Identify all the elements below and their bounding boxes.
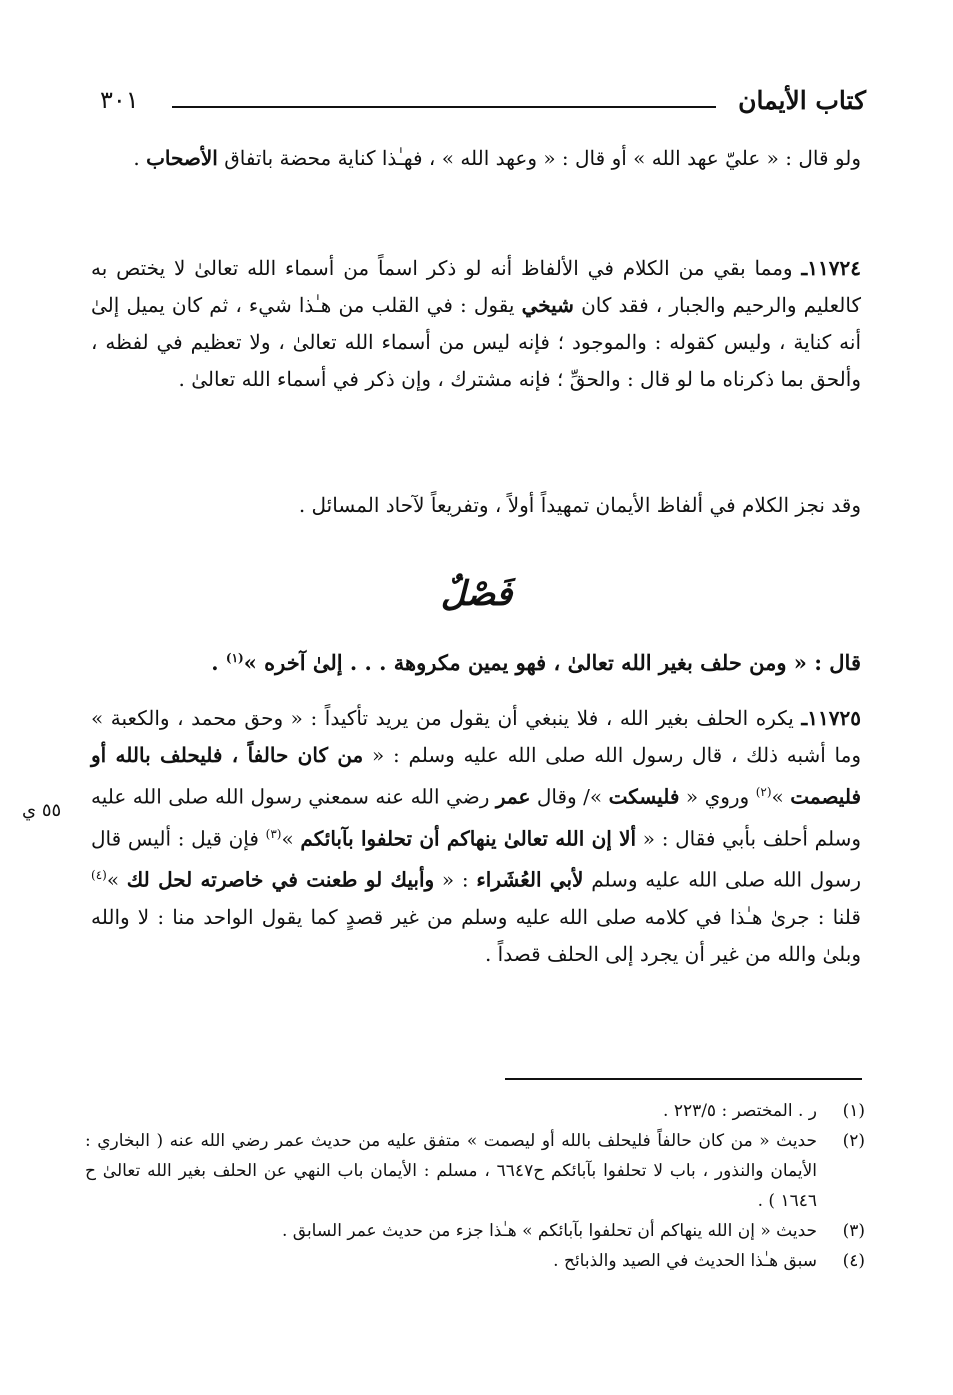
footnote-item [85, 1246, 865, 1276]
page-header [100, 82, 866, 122]
footnote-text: سبق هـٰذا الحديث في الصيد والذبائح . [553, 1251, 817, 1271]
running-title: كتاب الأيمان [738, 86, 866, 115]
paragraph-4-t1: يكره الحلف بغير الله ، فلا ينبغي أن يقول من يريد تأكيداً : « وحق محمد ، والكعبة » وما أشبه ذلك ، قال رسول الله صلى الله عليه وسلم : « [91, 706, 862, 767]
paragraph-2 [91, 250, 861, 398]
footnote-ref-1: (١) [225, 651, 244, 665]
hadith-quote-3: وأبيك لو طعنت في خاصرته لحل لك [126, 867, 435, 892]
companion-name: لأبي العُشَراء [476, 867, 584, 892]
footnote-text: حديث « من كان حالفاً فليحلف بالله أو ليصمت » متفق عليه من حديث عمر رضي الله عنه ( البخاري : الأيمان والنذور ، باب لا تحلفوا بآبائكم ح٦٦٤٧ ، مسلم : الأيمان باب النهي عن الحلف بغير الله تعالىٰ ح ١٦٤٦ ) . [85, 1131, 817, 1211]
paragraph-4-t3: وروي « [679, 784, 756, 809]
quoted-statement-text: قال : « ومن حلف بغير الله تعالىٰ ، فهو يمين مكروهة . . . إلىٰ آخره » [243, 650, 861, 675]
paragraph-4-t7: فإن قيل : أليس قال رسول الله صلى الله عليه وسلم [91, 826, 862, 892]
footnote-ref-3: (٣) [265, 826, 282, 841]
paragraph-1-bold: الأصحاب [146, 146, 218, 170]
paragraph-4 [91, 700, 861, 973]
paragraph-2-text-2: يقول : في القلب من هـٰذا شيء ، ثم كان يميل إلىٰ أنه كناية ، وليس كقوله : والموجود ؛ فإنه ليس من أسماء الله تعالىٰ ، ولا تعظيم في لفظه ، وألحق بما ذكرناه ما لو قال : والحقِّ ؛ فإنه مشترك ، وإن ذكر في أسماء الله تعالىٰ . [91, 293, 861, 391]
hadith-quote-2: ألا إن الله تعالىٰ ينهاكم أن تحلفوا بآبائكم [300, 826, 637, 851]
paragraph-4-t4: »/ وقال [530, 784, 609, 809]
footnote-text: ر . المختصر : ٢٢٣/٥ . [663, 1101, 817, 1121]
paragraph-4-t8: : « [434, 867, 477, 892]
manuscript-folio-note: ٥٥ ي [22, 800, 62, 821]
section-heading: فَصْلٌ [440, 574, 513, 614]
footnote-item [85, 1216, 865, 1246]
header-rule [172, 106, 716, 108]
paragraph-4-number: ١١٧٢٥ـ [801, 706, 861, 730]
paragraph-2-text-1: ومما بقي من الكلام في الألفاظ أنه لو ذكر اسماً من أسماء الله تعالىٰ لا يختص به كالعليم والرحيم والجبار ، فقد كان [91, 256, 862, 317]
paragraph-1-text: ولو قال : « عليّ عهد الله » أو قال : « وعهد الله » ، فهـٰذا كناية محضة باتفاق [224, 146, 861, 170]
footnote-separator [505, 1078, 862, 1080]
quoted-statement-end: . [211, 650, 226, 675]
paragraph-3 [91, 487, 861, 524]
paragraph-3-text: وقد نجز الكلام في ألفاظ الأيمان تمهيداً أولاً ، وتفريعاً لآحاد المسائل . [298, 493, 861, 517]
narrator-name: عمر [495, 784, 531, 809]
footnote-ref-4: (٤) [91, 868, 107, 883]
footnote-item [85, 1096, 865, 1126]
footnotes [85, 1096, 865, 1276]
footnote-item [85, 1126, 865, 1216]
paragraph-2-sheikh: شيخي [521, 293, 574, 317]
paragraph-4-t9: » [106, 867, 127, 892]
paragraph-4-t2: » [771, 784, 791, 809]
paragraph-4-t6: » [281, 826, 301, 851]
paragraph-1-end: . [133, 146, 147, 170]
footnote-text: حديث « إن الله ينهاكم أن تحلفوا بآبائكم » هـٰذا جزء من حديث عمر السابق . [281, 1221, 817, 1241]
paragraph-4-t5: رضي الله عنه سمعني رسول الله صلى الله عليه وسلم أحلف بأبي فقال : « [91, 784, 861, 851]
paragraph-1 [91, 140, 861, 177]
footnote-ref-2: (٢) [755, 785, 772, 799]
hadith-variant: فليسكت [608, 784, 680, 809]
page-number: ٣٠١ [100, 86, 139, 114]
footnote-number: (٢) [842, 1131, 865, 1151]
footnote-number: (١) [842, 1101, 865, 1121]
footnote-number: (٤) [842, 1251, 865, 1271]
footnote-number: (٣) [842, 1221, 865, 1241]
quoted-statement [91, 638, 861, 683]
paragraph-4-t10: قلنا : جرىٰ هـٰذا في كلامه صلى الله عليه وسلم من غير قصدٍ كما يقول الواحد منا : لا والله وبلىٰ والله من غير أن يجرد إلى الحلف قصداً . [91, 904, 861, 966]
hadith-quote-1: من كان حالفاً ، فليحلف بالله أو فليصمت [91, 743, 862, 809]
paragraph-2-number: ١١٧٢٤ـ [801, 256, 861, 280]
